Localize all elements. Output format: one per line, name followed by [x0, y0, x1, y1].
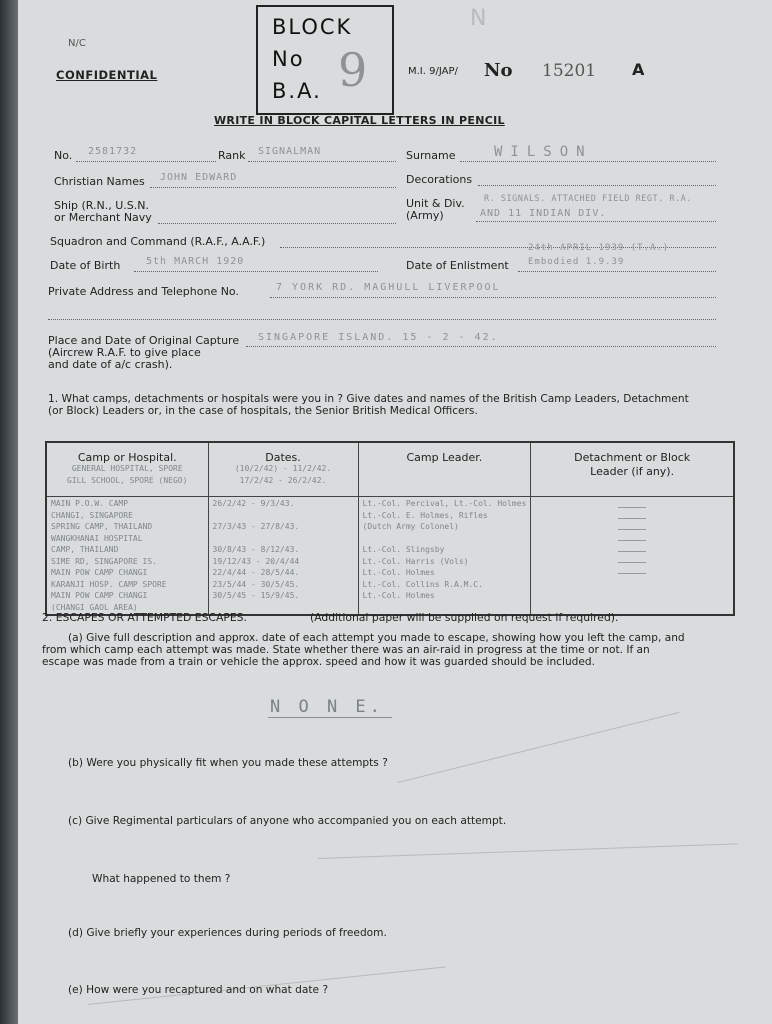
camps-table [45, 441, 735, 616]
mi-reference: M.I. 9/JAP/ [408, 66, 458, 77]
leader-column [358, 497, 531, 616]
stamp-no-label: No [272, 47, 305, 71]
surname-value: WILSON [494, 144, 593, 160]
ship-label-2: or Merchant Navy [54, 211, 152, 224]
no-label: No. [54, 149, 73, 162]
bleed-stroke [398, 712, 680, 783]
leader-cell: Lt.-Col. Harris (Vols) [362, 556, 469, 566]
unit-value-2: AND 11 INDIAN DIV. [480, 208, 607, 219]
camp-cell: SIME RD, SINGAPORE IS. [51, 556, 157, 566]
date-cell: 22/4/44 - 28/5/44. [212, 568, 300, 577]
address-label: Private Address and Telephone No. [48, 285, 239, 298]
leader-cell: Lt.-Col. E. Holmes, Rifles [362, 510, 488, 520]
header-dates-note-1: (10/2/42) - 11/2/42. [234, 464, 332, 473]
leader-cell: Lt.-Col. Percival, Lt.-Col. Holmes [362, 499, 527, 508]
blank-dash [618, 573, 646, 574]
camp-cell: KARANJI HOSP. CAMP SPORE [51, 579, 167, 589]
bleed-stroke [318, 843, 738, 859]
no-value: 2581732 [88, 146, 138, 157]
header-camp [46, 442, 208, 497]
capture-label-3: and date of a/c crash). [48, 358, 173, 371]
q1-text-2: (or Block) Leaders or, in the case of hospitals, the Senior British Medical Officers. [48, 405, 478, 417]
camp-cell: MAIN P.O.W. CAMP [51, 499, 129, 508]
leader-cell: Lt.-Col. Holmes [362, 568, 435, 577]
q2a-text-3: escape was made from a train or vehicle the approx. speed and how it was guarded should be included. [42, 656, 595, 668]
capture-label-1: Place and Date of Original Capture [48, 334, 240, 347]
address-value: 7 YORK RD. MAGHULL LIVERPOOL [276, 282, 501, 293]
blank-dash [618, 529, 646, 530]
confidential-label: CONFIDENTIAL [56, 68, 158, 82]
rank-value: SIGNALMAN [258, 146, 322, 157]
ship-line [158, 223, 396, 224]
surname-label: Surname [406, 149, 456, 162]
blank-dash [618, 518, 646, 519]
block-leader-column [531, 497, 734, 616]
q2c-follow-text: What happened to them ? [92, 873, 231, 885]
camp-cell: CHANGI, SINGAPORE [51, 510, 133, 520]
date-cell: 27/3/43 - 27/8/43. [212, 522, 300, 531]
rank-label: Rank [218, 149, 246, 162]
document-page [18, 0, 772, 1024]
leader-cell: Lt.-Col. Slingsby [362, 545, 445, 554]
q2a-answer: N O N E. [270, 697, 384, 717]
dob-value: 5th MARCH 1920 [146, 256, 245, 267]
capture-line [246, 346, 716, 347]
enlistment-value-1: 24th APRIL 1939 (T.A.) [528, 243, 670, 253]
leader-cell: (Dutch Army Colonel) [362, 522, 459, 531]
instruction-heading: WRITE IN BLOCK CAPITAL LETTERS IN PENCIL [214, 114, 505, 127]
leader-cell [359, 534, 531, 546]
faint-mark: N [470, 6, 487, 31]
q2b-text: (b) Were you physically fit when you made these attempts ? [68, 757, 388, 769]
stamp-block-label: BLOCK [272, 15, 353, 39]
header-block-leader-label: Detachment or Block Leader (if any). [574, 451, 691, 478]
decorations-line [478, 185, 716, 186]
decorations-label: Decorations [406, 173, 473, 186]
unit-label-2: (Army) [406, 209, 444, 222]
header-camp-leader [358, 442, 531, 497]
number-label: No [484, 60, 513, 81]
header-camp-label: Camp or Hospital. [77, 451, 177, 464]
blank-dash [618, 551, 646, 552]
address-line-2 [48, 319, 716, 320]
camp-cell: WANGKHANAI HOSPITAL [51, 533, 143, 543]
date-cell: 30/5/45 - 15/9/45. [212, 591, 300, 600]
form-suffix: A [632, 60, 645, 79]
date-cell: 26/2/42 - 9/3/43. [212, 499, 295, 508]
header-dates-note-2: 17/2/42 - 26/2/42. [239, 475, 327, 485]
q2c-text: (c) Give Regimental particulars of anyone who accompanied you on each attempt. [68, 815, 507, 827]
unit-value-1: R. SIGNALS. ATTACHED FIELD REGT. R.A. [484, 194, 692, 204]
q2-heading-note: (Additional paper will be supplied on request if required). [310, 611, 619, 624]
q2e-text: (e) How were you recaptured and on what date ? [68, 984, 329, 996]
capture-label-2: (Aircrew R.A.F. to give place [48, 346, 201, 359]
date-cell: 19/12/43 - 20/4/44 [212, 556, 300, 566]
corner-scribble: N/C [68, 38, 86, 49]
unit-line [476, 221, 716, 222]
leader-cell: Lt.-Col. Collins R.A.M.C. [362, 579, 483, 589]
q2d-text: (d) Give briefly your experiences during periods of freedom. [68, 927, 387, 939]
camp-cell: SPRING CAMP, THAILAND [51, 522, 153, 531]
rank-line [248, 161, 396, 162]
date-cell: 30/8/43 - 8/12/43. [212, 545, 300, 554]
capture-value: SINGAPORE ISLAND. 15 - 2 - 42. [258, 332, 499, 343]
surname-line [460, 161, 716, 162]
camp-column [46, 497, 208, 616]
header-camp-note-2: GILL SCHOOL, SPORE (NEGO) [67, 475, 188, 485]
camp-cell: MAIN POW CAMP CHANGI [51, 568, 148, 577]
dob-line [134, 271, 378, 272]
stamp-number: 9 [338, 43, 368, 97]
dates-column [208, 497, 358, 616]
enlistment-line [518, 271, 716, 272]
block-stamp [256, 5, 394, 115]
camps-table-header [46, 442, 734, 497]
header-dates-label: Dates. [265, 451, 301, 464]
q2a-text-1: (a) Give full description and approx. date of each attempt you made to escape, showing how you left the camp, and [68, 632, 685, 644]
binding-edge [0, 0, 18, 1024]
enlistment-value-2: Embodied 1.9.39 [528, 257, 625, 267]
header-camp-note-1: GENERAL HOSPITAL, SPORE [71, 464, 183, 473]
header-block-leader [531, 442, 734, 497]
q1-text-1: 1. What camps, detachments or hospitals were you in ? Give dates and names of the British Camp Leaders, Detachment [48, 393, 689, 405]
stamp-ba-label: B.A. [272, 79, 322, 103]
camp-cell: (CHANGI GAOL AREA) [51, 602, 138, 612]
blank-dash [618, 562, 646, 563]
leader-cell: Lt.-Col. Holmes [362, 591, 435, 600]
date-cell [209, 534, 358, 546]
q2a-text-2: from which camp each attempt was made. State whether there was an air-raid in progress at the time or not. If an [42, 644, 650, 656]
header-camp-leader-label: Camp Leader. [406, 451, 483, 464]
blank-dash [618, 507, 646, 508]
enlistment-label: Date of Enlistment [406, 259, 509, 272]
ship-label-1: Ship (R.N., U.S.N. [54, 199, 149, 212]
no-line [76, 161, 216, 162]
q2-heading: 2. ESCAPES OR ATTEMPTED ESCAPES. [42, 611, 247, 624]
date-cell: 23/5/44 - 30/5/45. [212, 579, 300, 589]
dob-label: Date of Birth [50, 259, 121, 272]
christian-names-label: Christian Names [54, 175, 145, 188]
form-number: 15201 [542, 61, 597, 81]
blank-dash [618, 540, 646, 541]
christian-names-line [150, 187, 396, 188]
christian-names-value: JOHN EDWARD [160, 172, 238, 183]
date-cell [209, 511, 358, 523]
unit-label-1: Unit & Div. [406, 197, 465, 210]
answer-underline [268, 717, 392, 718]
camps-table-body [46, 497, 734, 616]
header-dates [208, 442, 358, 497]
address-line [270, 297, 716, 298]
camp-cell: CAMP, THAILAND [51, 545, 119, 554]
squadron-label: Squadron and Command (R.A.F., A.A.F.) [50, 235, 266, 248]
camp-cell: MAIN POW CAMP CHANGI [51, 591, 148, 600]
